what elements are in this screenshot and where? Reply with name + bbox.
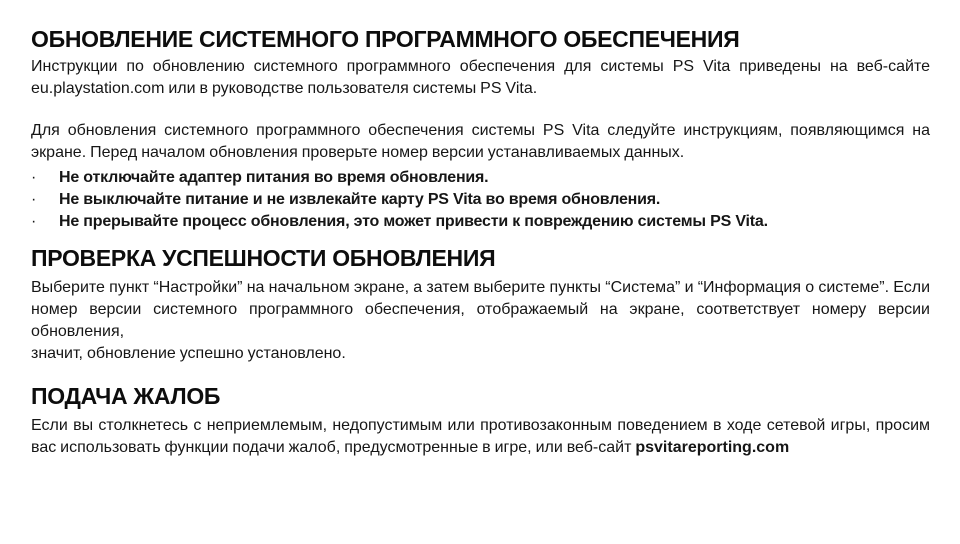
- bullet-item: [31, 167, 930, 189]
- bullet-item: [31, 189, 930, 211]
- text-line: Для обновления системного программного обеспечения системы PS Vita следуйте инструкциям, появляющимся на: [31, 122, 930, 139]
- text-line: eu.playstation.com или в руководстве пользователя системы PS Vita.: [31, 80, 538, 97]
- paragraph-reporting: [31, 415, 930, 459]
- paragraph-update-info: [31, 56, 930, 100]
- reporting-website: psvitareporting.com: [635, 439, 790, 456]
- section-verify-update: [31, 245, 930, 365]
- section-heading-verify: ПРОВЕРКА УСПЕШНОСТИ ОБНОВЛЕНИЯ: [31, 245, 496, 271]
- reporting-text: вас использовать функции подачи жалоб, предусмотренные в игре, или веб-сайт: [31, 439, 636, 456]
- text-line: номер версии системного программного обеспечения, отображаемый на экране, соответствует номеру версии обновления,: [31, 301, 930, 340]
- section-system-software-update: [31, 26, 930, 233]
- page-content: [31, 26, 930, 459]
- text-line: экране. Перед началом обновления проверьте номер версии устанавливаемых данных.: [31, 144, 685, 161]
- text-line: значит, обновление успешно установлено.: [31, 345, 346, 362]
- bullet-marker: ·: [31, 213, 37, 230]
- paragraph-update-steps: [31, 120, 930, 164]
- bullet-text: Не прерывайте процесс обновления, это может привести к повреждению системы PS Vita.: [59, 213, 768, 230]
- text-line: Если вы столкнетесь с неприемлемым, недопустимым или противозаконным поведением в ходе сетевой игры, просим: [31, 417, 930, 434]
- paragraph-verify: [31, 277, 930, 365]
- update-warnings-list: [31, 167, 930, 233]
- text-line: Инструкции по обновлению системного программного обеспечения для системы PS Vita приведены на веб-сайте: [31, 58, 930, 75]
- section-heading-update: ОБНОВЛЕНИЕ СИСТЕМНОГО ПРОГРАММНОГО ОБЕСПЕЧЕНИЯ: [31, 26, 740, 52]
- bullet-marker: ·: [31, 169, 37, 186]
- bullet-item: [31, 211, 930, 233]
- bullet-text: Не выключайте питание и не извлекайте карту PS Vita во время обновления.: [59, 191, 661, 208]
- section-reporting: [31, 383, 930, 459]
- text-line: Выберите пункт “Настройки” на начальном экране, а затем выберите пункты “Система” и “Информация о системе”. Если: [31, 279, 930, 296]
- bullet-text: Не отключайте адаптер питания во время обновления.: [59, 169, 489, 186]
- text-line: [31, 437, 930, 459]
- section-heading-reporting: ПОДАЧА ЖАЛОБ: [31, 383, 221, 409]
- bullet-marker: ·: [31, 191, 37, 208]
